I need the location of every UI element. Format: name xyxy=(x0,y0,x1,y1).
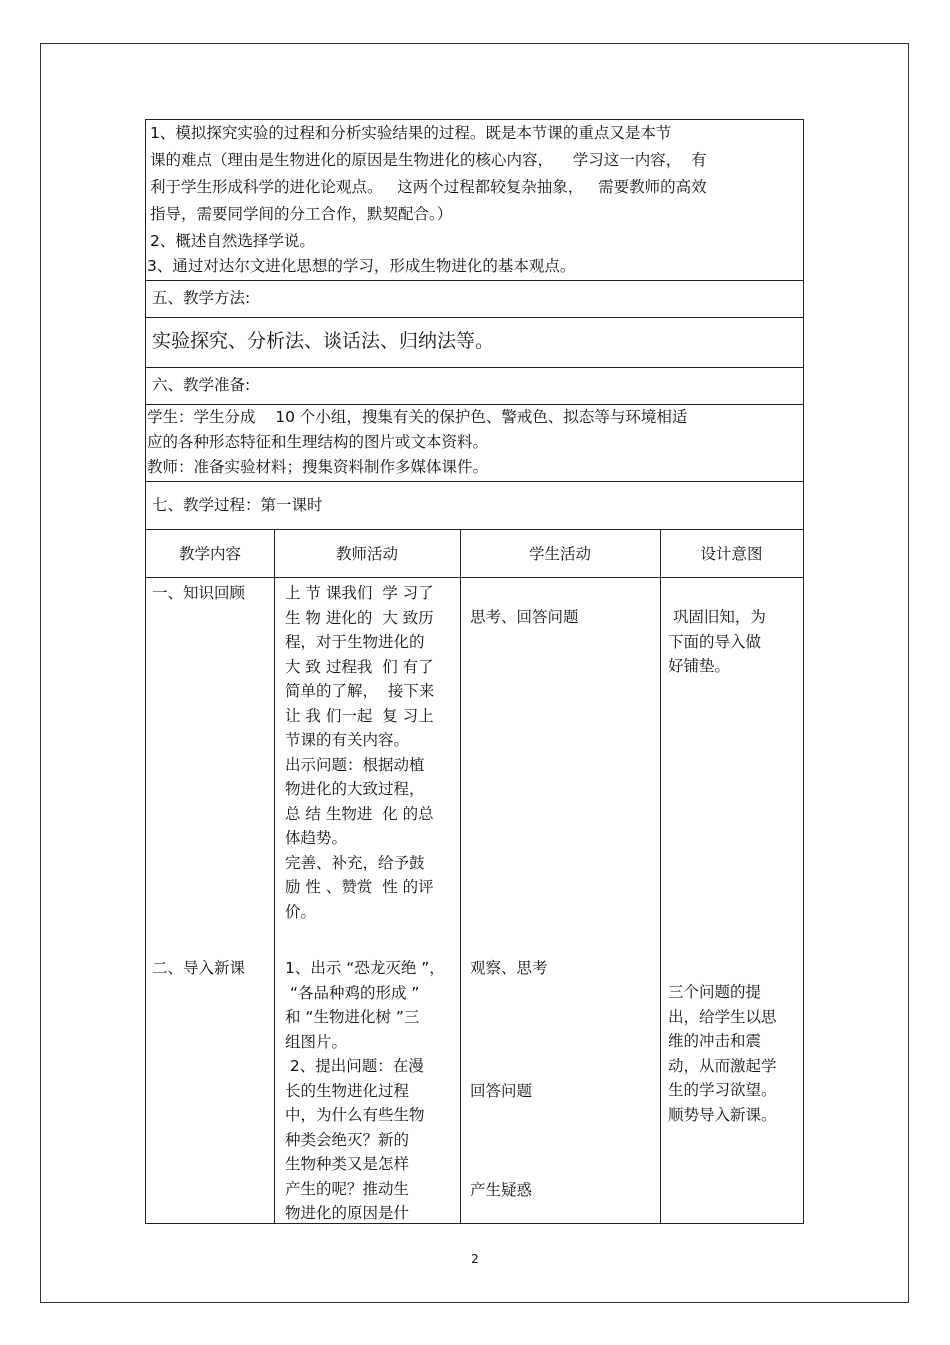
teacher-activity-line: 简单的了解， 接下来 xyxy=(285,682,435,700)
column-header-content: 教学内容 xyxy=(178,545,241,563)
design-intent-line: 生的学习欲望。 xyxy=(668,1081,777,1099)
key-difficult-points-row xyxy=(145,119,804,281)
preparation-content-row xyxy=(145,405,804,482)
teacher-activity-line: 程，对于生物进化的 xyxy=(285,633,425,651)
student-activity-text: 产生疑惑 xyxy=(470,1181,533,1199)
page-number: 2 xyxy=(471,1252,479,1266)
methods-content: 实验探究、分析法、谈话法、归纳法等。 xyxy=(152,330,495,352)
preparation-line: 应的各种形态特征和生理结构的图片或文本资料。 xyxy=(147,433,489,451)
student-activity-text: 回答问题 xyxy=(470,1082,533,1100)
teacher-activity-line: 组图片。 xyxy=(285,1032,348,1051)
difficulty-line: 3、通过对达尔文进化思想的学习，形成生物进化的基本观点。 xyxy=(147,257,576,275)
teacher-activity-line: 生 物 进化的 大 致历 xyxy=(285,608,434,627)
teacher-activity-line: 产生的呢？推动生 xyxy=(285,1179,410,1198)
methods-heading-row xyxy=(145,281,804,318)
teacher-activity-line: 物进化的原因是什 xyxy=(285,1204,410,1222)
student-activity-text: 思考、回答问题 xyxy=(470,608,579,626)
section-intro-title: 二、导入新课 xyxy=(152,959,246,977)
process-body-row xyxy=(145,578,804,1224)
teacher-activity-line: “各品种鸡的形成 ” xyxy=(285,983,420,1002)
section-review-title: 一、知识回顾 xyxy=(152,584,246,602)
difficulty-line: 2、概述自然选择学说。 xyxy=(150,232,315,250)
difficulty-line: 1、模拟探究实验的过程和分析实验结果的过程。既是本节课的重点又是本节 xyxy=(150,124,672,142)
teacher-activity-line: 价。 xyxy=(285,902,317,921)
difficulty-line: 利于学生形成科学的进化论观点。 这两个过程都较复杂抽象， 需要教师的高效 xyxy=(150,178,707,196)
difficulty-line: 指导，需要同学间的分工合作，默契配合。） xyxy=(150,205,453,223)
student-activity-text: 观察、思考 xyxy=(470,959,548,977)
teacher-activity-line: 物进化的大致过程， xyxy=(285,780,425,798)
preparation-heading-row xyxy=(145,368,804,405)
teacher-activity-line: 励 性 、赞赏 性 的评 xyxy=(285,878,434,896)
teacher-activity-line: 1、出示 “恐龙灭绝 ”， xyxy=(285,959,445,977)
design-intent-line: 好铺垫。 xyxy=(668,657,731,675)
teacher-activity-line: 出示问题：根据动植 xyxy=(285,755,425,774)
methods-content-row xyxy=(145,318,804,368)
column-header-teacher: 教师活动 xyxy=(335,545,398,563)
column-header-student: 学生活动 xyxy=(528,545,591,563)
teacher-activity-line: 总 结 生物进 化 的总 xyxy=(285,804,434,823)
teacher-activity-line: 完善、补充，给予鼓 xyxy=(285,853,425,872)
teacher-activity-line: 中，为什么有些生物 xyxy=(285,1106,425,1124)
teacher-activity-line: 节课的有关内容。 xyxy=(285,731,410,749)
teacher-activity-line: 和 “生物进化树 ”三 xyxy=(285,1008,420,1026)
process-column-header-row xyxy=(145,530,804,578)
teacher-activity-line: 2、提出问题：在漫 xyxy=(285,1057,424,1075)
teacher-activity-line: 体趋势。 xyxy=(285,829,348,847)
design-intent-line: 维的冲击和震 xyxy=(668,1032,762,1050)
methods-heading: 五、教学方法: xyxy=(152,289,251,307)
process-heading: 七、教学过程：第一课时 xyxy=(152,496,323,514)
teacher-activity-line: 长的生物进化过程 xyxy=(285,1081,410,1100)
teacher-activity-line: 生物种类又是怎样 xyxy=(285,1155,410,1173)
design-intent-line: 巩固旧知，为 xyxy=(668,608,766,626)
design-intent-line: 顺势导入新课。 xyxy=(668,1105,777,1124)
preparation-line: 教师：准备实验材料；搜集资料制作多媒体课件。 xyxy=(147,458,489,476)
preparation-line: 学生：学生分成 10 个小组，搜集有关的保护色、警戒色、拟态等与环境相适 xyxy=(147,408,688,426)
process-heading-row xyxy=(145,482,804,530)
design-intent-line: 动，从而激起学 xyxy=(668,1056,777,1075)
teacher-activity-line: 让 我 们一起 复 习上 xyxy=(285,706,434,725)
teacher-activity-line: 上 节 课我们 学 习了 xyxy=(285,584,434,602)
teacher-activity-line: 大 致 过程我 们 有了 xyxy=(285,657,434,676)
teacher-activity-line: 种类会绝灭？新的 xyxy=(285,1130,410,1149)
design-intent-line: 出，给学生以思 xyxy=(668,1007,777,1026)
column-header-intent: 设计意图 xyxy=(700,545,763,563)
design-intent-line: 三个问题的提 xyxy=(668,983,762,1001)
design-intent-line: 下面的导入做 xyxy=(668,632,762,651)
difficulty-line: 课的难点（理由是生物进化的原因是生物进化的核心内容， 学习这一内容， 有 xyxy=(150,151,707,169)
preparation-heading: 六、教学准备: xyxy=(152,376,251,394)
